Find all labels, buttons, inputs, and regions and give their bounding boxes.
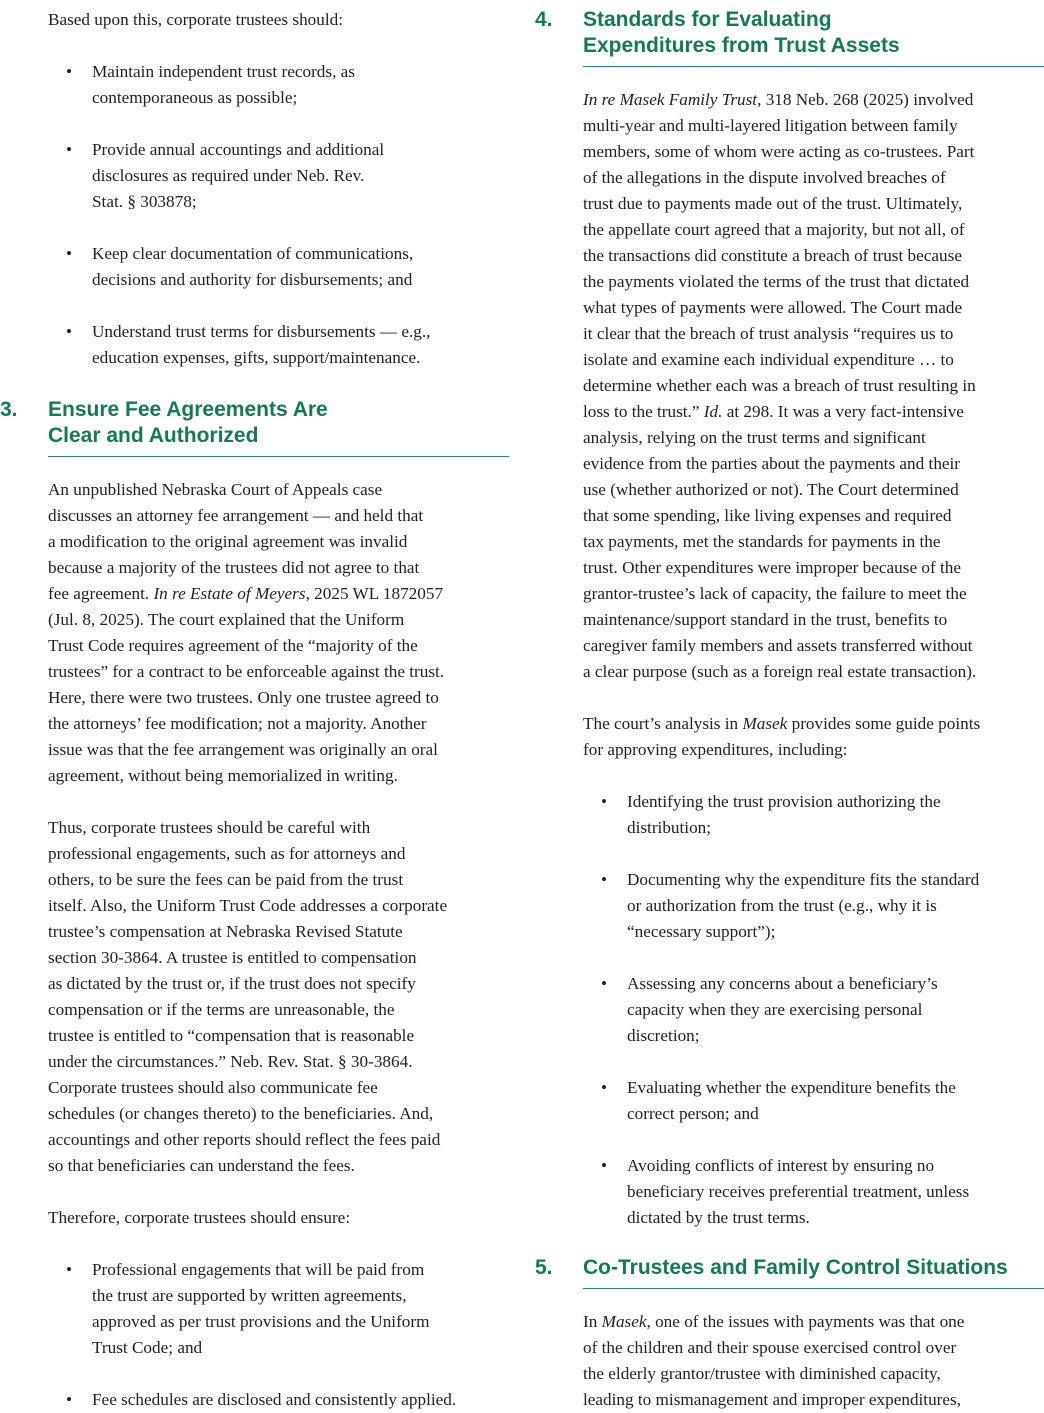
bullet-icon: • <box>601 792 608 811</box>
section-number: 4. <box>535 8 553 31</box>
bullet-icon: • <box>66 140 73 159</box>
section-title: Co-Trustees and Family Control Situations <box>583 1256 1008 1279</box>
section-title: Standards for Evaluating Expenditures from Trust Assets <box>583 8 900 57</box>
bullet-icon: • <box>601 974 608 993</box>
section-number: 5. <box>535 1256 553 1279</box>
list-item: • Assessing any concerns about a beneficiary’s capacity when they are exercising personal discretion; <box>583 971 1044 1049</box>
section-4-heading <box>535 7 1044 59</box>
section-divider <box>583 66 1044 67</box>
case-name: Masek <box>742 714 788 733</box>
list-item: • Keep clear documentation of communications, decisions and authority for disbursements; and <box>48 241 520 293</box>
section-title: Ensure Fee Agreements Are Clear and Authorized <box>48 398 328 447</box>
paragraph: In re Masek Family Trust, 318 Neb. 268 (2025) involved multi-year and multi-layered litigation between family members, some of whom were acting as co-trustees. Part of the allegations in the dispute involved breaches of trust due to payments made out of the trust. Ultimately, the appellate court agreed that a majority, but not all, of the transactions did constitute a breach of trust because the payments violated the terms of the trust that dictated what types of payments were allowed. The Court made it clear that the breach of trust analysis “requires us to isolate and examine each individual expenditure … to determine whether each was a breach of trust resulting in loss to the trust.” Id. at 298. It was a very fact-intensive analysis, relying on the trust terms and significant evidence from the parties about the payments and their use (whether authorized or not). The Court determined that some spending, like living expenses and required tax payments, met the standards for payments in the trust. Other expenditures were improper because of the grantor-trustee’s lack of capacity, the failure to meet the maintenance/support standard in the trust, benefits to caregiver family members and assets transferred without a clear purpose (such as a foreign real estate transaction). <box>583 90 977 681</box>
trustee-duties-list <box>48 59 520 371</box>
section-5-heading <box>535 1255 1044 1281</box>
list-item: • Provide annual accountings and additional disclosures as required under Neb. Rev. Stat. § 303878; <box>48 137 520 215</box>
bullet-icon: • <box>601 1156 608 1175</box>
list-item: • Professional engagements that will be paid from the trust are supported by written agreements, approved as per trust provisions and the Uniform Trust Code; and <box>48 1257 520 1361</box>
list-item: • Evaluating whether the expenditure benefits the correct person; and <box>583 1075 1044 1127</box>
fee-list <box>48 1257 520 1413</box>
paragraph: Thus, corporate trustees should be careful with professional engagements, such as for attorneys and others, to be sure the fees can be paid from the trust itself. Also, the Uniform Trust Code addresses a corporate trustee’s compensation at Nebraska Revised Statute section 30-3864. A trustee is entitled to compensation as dictated by the trust or, if the trust does not specify compensation or if the terms are unreasonable, the trustee is entitled to “compensation that is reasonable under the circumstances.” Neb. Rev. Stat. § 30-3864. Corporate trustees should also communicate fee schedules (or changes thereto) to the beneficiaries. And, accountings and other reports should reflect the fees paid so that beneficiaries can understand the fees. <box>48 818 448 1175</box>
citation-id: Id. <box>703 402 723 421</box>
bullet-icon: • <box>601 870 608 889</box>
bullet-icon: • <box>66 1390 73 1409</box>
intro-text: Based upon this, corporate trustees should: <box>48 10 343 29</box>
bullet-icon: • <box>66 1260 73 1279</box>
list-item: • Fee schedules are disclosed and consistently applied. <box>48 1387 520 1413</box>
list-item: • Avoiding conflicts of interest by ensuring no beneficiary receives preferential treatment, unless dictated by the trust terms. <box>583 1153 1044 1231</box>
section-divider <box>583 1288 1044 1289</box>
list-item: • Understand trust terms for disbursements — e.g., education expenses, gifts, support/maintenance. <box>48 319 520 371</box>
paragraph: In Masek, one of the issues with payments was that one of the children and their spouse exercised control over the elderly grantor/trustee with diminished capacity, leading to mismanagement and improper expenditures, <box>583 1312 965 1409</box>
paragraph: The court’s analysis in Masek provides some guide points for approving expenditures, including: <box>583 714 981 759</box>
section-3-heading <box>0 397 510 449</box>
list-item: • Maintain independent trust records, as contemporaneous as possible; <box>48 59 520 111</box>
bullet-icon: • <box>66 322 73 341</box>
case-citation: In re Masek Family Trust <box>583 90 758 109</box>
case-citation: In re Estate of Meyers <box>153 584 306 603</box>
section-divider <box>48 456 509 457</box>
bullet-icon: • <box>66 244 73 263</box>
list-item: • Documenting why the expenditure fits the standard or authorization from the trust (e.g., why it is “necessary support”); <box>583 867 1044 945</box>
paragraph: Therefore, corporate trustees should ensure: <box>48 1208 351 1227</box>
case-name: Masek <box>601 1312 647 1331</box>
bullet-icon: • <box>601 1078 608 1097</box>
section-number: 3. <box>0 398 18 421</box>
list-item: • Identifying the trust provision authorizing the distribution; <box>583 789 1044 841</box>
expenditure-guide-list <box>583 789 1044 1231</box>
bullet-icon: • <box>66 62 73 81</box>
paragraph: An unpublished Nebraska Court of Appeals case discusses an attorney fee arrangement — and held that a modification to the original agreement was invalid because a majority of the trustees did not agree to that fee agreement. In re Estate of Meyers, 2025 WL 1872057 (Jul. 8, 2025). The court explained that the Uniform Trust Code requires agreement of the “majority of the trustees” for a contract to be enforceable against the trust. Here, there were two trustees. Only one trustee agreed to the attorneys’ fee modification; not a majority. Another issue was that the fee arrangement was originally an oral agreement, without being memorialized in writing. <box>48 480 445 785</box>
